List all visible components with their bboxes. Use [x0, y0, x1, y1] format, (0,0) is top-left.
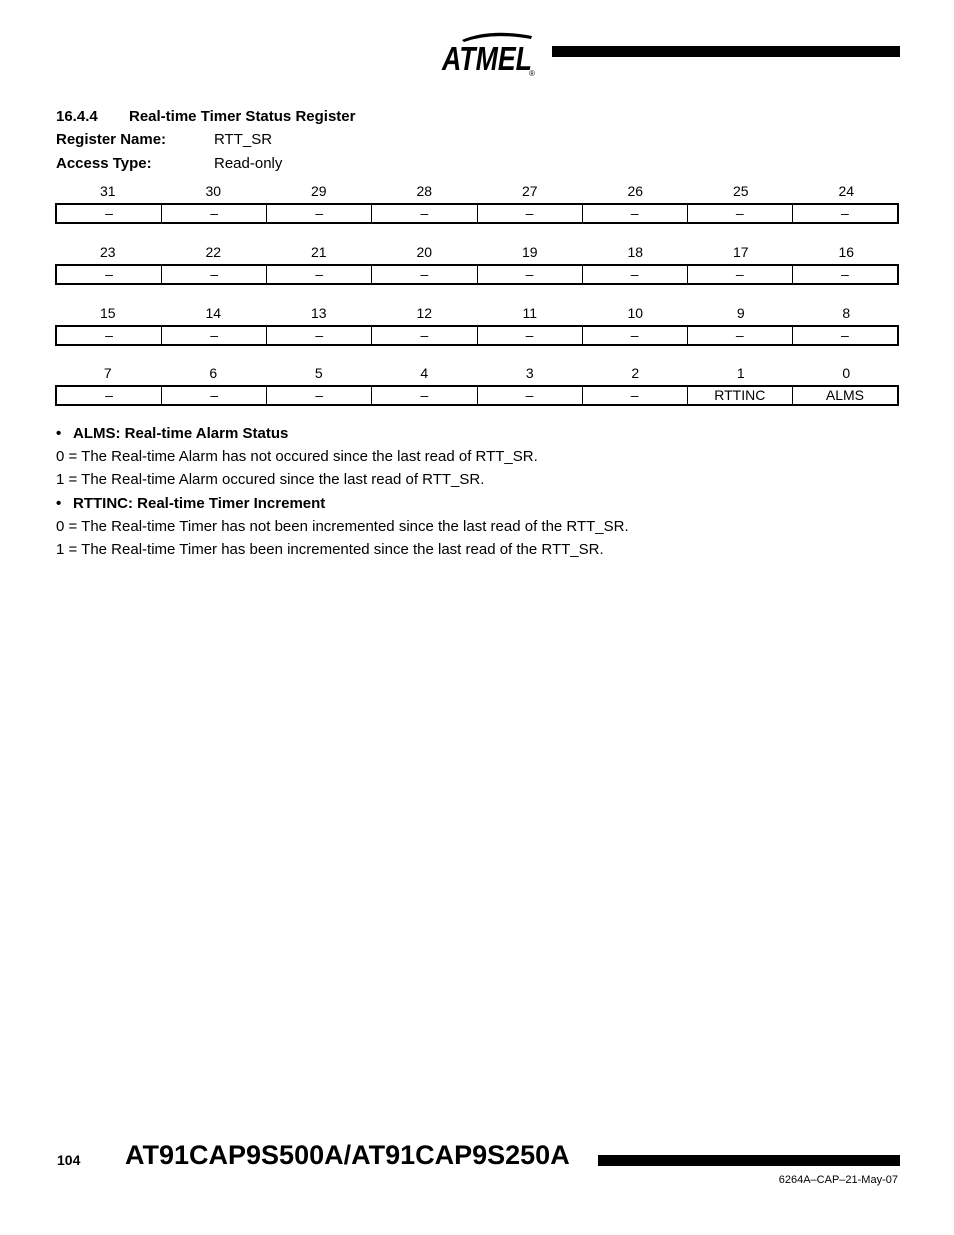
bit-field: –	[582, 266, 687, 283]
bit-field-alms: ALMS	[792, 387, 897, 404]
bit-field-rttinc: RTTINC	[687, 387, 792, 404]
bit-number: 2	[631, 365, 640, 381]
bit-numbers	[55, 244, 899, 264]
bit-field: –	[477, 205, 582, 222]
bit-field: –	[477, 327, 582, 344]
alms-heading: • ALMS: Real-time Alarm Status	[56, 425, 289, 442]
atmel-logo	[440, 28, 540, 78]
bit-number: 17	[732, 244, 749, 260]
bit-number: 11	[522, 305, 538, 321]
bit-field: –	[792, 266, 897, 283]
bit-field: –	[792, 205, 897, 222]
register-row-23-16	[55, 244, 899, 285]
bit-number: 9	[736, 305, 745, 321]
bit-field: –	[105, 327, 113, 343]
bit-field: –	[687, 205, 792, 222]
register-row-7-0	[55, 365, 899, 406]
bit-field: –	[161, 266, 266, 283]
bit-fields	[55, 203, 899, 224]
bit-number: 0	[842, 365, 851, 381]
bit-number: 20	[416, 244, 433, 260]
bit-number: 8	[842, 305, 851, 321]
bit-field: –	[687, 266, 792, 283]
register-row-31-24	[55, 183, 899, 224]
bit-number: 3	[525, 365, 534, 381]
bit-number: 21	[310, 244, 327, 260]
bit-field: –	[105, 266, 113, 282]
bit-field: –	[161, 327, 266, 344]
bit-field: –	[266, 327, 371, 344]
header-rule	[552, 46, 900, 57]
alms-desc-1: 1 = The Real-time Alarm occured since the last read of RTT_SR.	[56, 471, 485, 488]
bit-field: –	[477, 387, 582, 404]
bit-numbers	[55, 305, 899, 325]
bit-numbers	[55, 365, 899, 385]
bit-number: 30	[205, 183, 222, 199]
rttinc-desc-1: 1 = The Real-time Timer has been incremented since the last read of the RTT_SR.	[56, 541, 604, 558]
bullet-icon: •	[56, 495, 62, 512]
bit-number: 4	[420, 365, 429, 381]
register-name-line	[56, 131, 272, 148]
bit-number: 18	[627, 244, 644, 260]
document-title: AT91CAP9S500A/AT91CAP9S250A	[125, 1140, 570, 1170]
bit-number: 29	[310, 183, 327, 199]
bit-fields	[55, 325, 899, 346]
bit-field: –	[105, 205, 113, 221]
bit-number: 12	[416, 305, 433, 321]
bit-number: 7	[103, 365, 112, 381]
bit-field: –	[792, 327, 897, 344]
bit-number: 25	[732, 183, 749, 199]
access-type-label: Access Type:	[56, 155, 152, 172]
bit-field: –	[582, 327, 687, 344]
bit-field: –	[371, 387, 476, 404]
alms-desc-0: 0 = The Real-time Alarm has not occured since the last read of RTT_SR.	[56, 448, 538, 465]
bullet-icon: •	[56, 425, 62, 442]
bit-fields	[55, 264, 899, 285]
bit-field: –	[266, 266, 371, 283]
bit-number: 24	[838, 183, 855, 199]
bit-field: –	[161, 387, 266, 404]
bit-number: 13	[310, 305, 327, 321]
bit-field: –	[105, 387, 113, 403]
bit-fields	[55, 385, 899, 406]
section-title: Real-time Timer Status Register	[129, 108, 356, 125]
bit-field: –	[371, 205, 476, 222]
bit-number: 6	[209, 365, 218, 381]
bit-field: –	[371, 327, 476, 344]
bit-field: –	[266, 387, 371, 404]
footer-rule	[598, 1155, 900, 1166]
document-reference: 6264A–CAP–21-May-07	[778, 1174, 898, 1186]
bit-number: 27	[521, 183, 538, 199]
section-heading	[56, 108, 355, 125]
bit-number: 5	[314, 365, 323, 381]
bit-field: –	[371, 266, 476, 283]
access-type-line	[56, 155, 282, 172]
bit-field: –	[687, 327, 792, 344]
bit-number: 28	[416, 183, 433, 199]
bit-number: 22	[205, 244, 222, 260]
rttinc-heading: • RTTINC: Real-time Timer Increment	[56, 495, 326, 512]
bit-field: –	[161, 205, 266, 222]
bit-number: 15	[99, 305, 116, 321]
bit-number: 19	[521, 244, 538, 260]
bit-number: 1	[736, 365, 745, 381]
bit-number: 16	[838, 244, 855, 260]
bit-field: –	[477, 266, 582, 283]
bit-numbers	[55, 183, 899, 203]
bit-field: –	[266, 205, 371, 222]
bit-number: 23	[99, 244, 116, 260]
section-number: 16.4.4	[56, 108, 98, 125]
page-number: 104	[57, 1152, 81, 1168]
bit-field: –	[582, 387, 687, 404]
register-name-value: RTT_SR	[214, 131, 273, 148]
access-type-value: Read-only	[214, 155, 283, 172]
register-name-label: Register Name:	[56, 131, 167, 148]
register-row-15-8	[55, 305, 899, 346]
svg-text:®: ®	[529, 69, 535, 78]
rttinc-desc-0: 0 = The Real-time Timer has not been incremented since the last read of the RTT_SR.	[56, 518, 629, 535]
bit-number: 31	[99, 183, 116, 199]
bit-field: –	[582, 205, 687, 222]
svg-text:ATMEL: ATMEL	[441, 40, 532, 77]
bit-number: 10	[627, 305, 644, 321]
bit-number: 26	[627, 183, 644, 199]
bit-number: 14	[205, 305, 222, 321]
